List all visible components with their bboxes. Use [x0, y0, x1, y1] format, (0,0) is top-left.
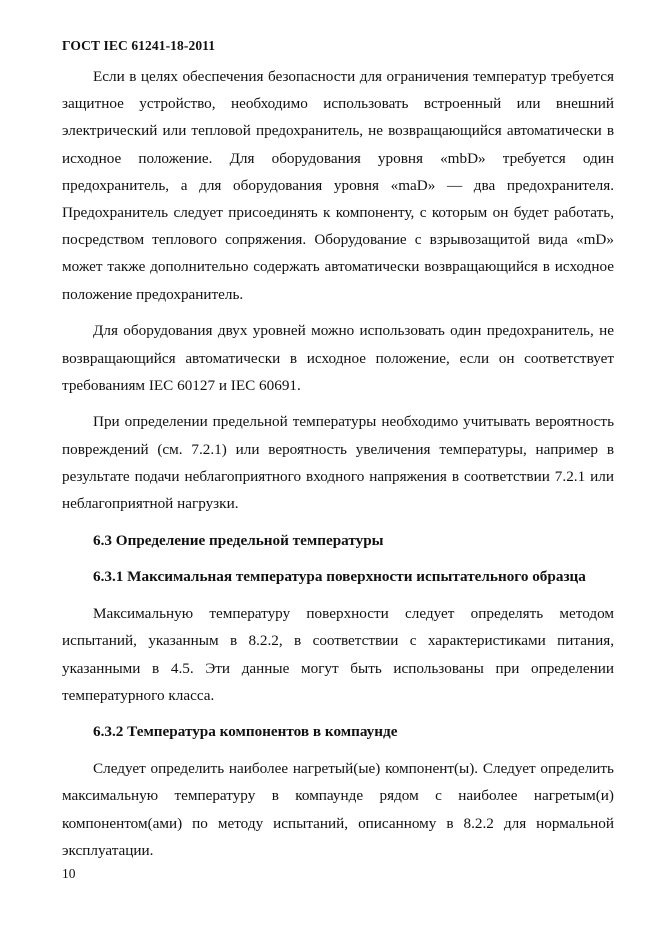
paragraph-protective-device: Если в целях обеспечения безопасности для ограничения температур требуется защитное устройство, необходимо использовать встроенный или внешний электрический или тепловой предохранитель, не возвращающийся автоматически в исходное положение. Для оборудования уровня «mbD» требуется один предохранитель, а для оборудования уровня «maD» — два предохранителя. Предохранитель следует присоединять к компоненту, с которым он будет работать, посредством теплового сопряжения. Оборудование с взрывозащитой вида «mD» может также дополнительно содержать автоматически возвращающийся в исходное положение предохранитель. — [62, 68, 614, 303]
paragraph-gap — [62, 517, 614, 527]
paragraph-component-temperature: Следует определить наиболее нагретый(ые) компонент(ы). Следует определить максимальную температуру в компаунде рядом с наиболее нагретым(и) компонентом(ами) по методу испытаний, описанному в 8.2.2 для нормальной эксплуатации. — [62, 760, 614, 859]
paragraph-gap — [62, 591, 614, 601]
paragraph-gap — [62, 554, 614, 564]
paragraph-surface-temperature: Максимальную температуру поверхности следует определять методом испытаний, указанным в 8.2.2, в соответствии с характеристиками питания, указанными в 4.5. Эти данные могут быть использованы при определении температурного класса. — [62, 605, 614, 704]
paragraph-gap — [62, 399, 614, 409]
paragraph-limit-temperature: При определении предельной температуры необходимо учитывать вероятность повреждений (см. 7.2.1) или вероятность увеличения температуры, например в результате подачи неблагоприятного входного напряжения в соответствии 7.2.1 или неблагоприятной нагрузки. — [62, 413, 614, 513]
section-heading-6-3-1: 6.3.1 Максимальная температура поверхности испытательного образца — [93, 568, 586, 586]
paragraph-gap — [62, 709, 614, 719]
section-heading-6-3: 6.3 Определение предельной температуры — [93, 531, 384, 549]
paragraph-gap — [62, 746, 614, 756]
document-code-header: ГОСТ IEC 61241-18-2011 — [62, 38, 216, 53]
paragraph-gap — [62, 308, 614, 318]
paragraph-single-fuse: Для оборудования двух уровней можно использовать один предохранитель, не возвращающийся автоматически в исходное положение, если он соответствует требованиям IEC 60127 и IEC 60691. — [62, 322, 614, 394]
page-body — [62, 63, 614, 864]
page-number: 10 — [62, 866, 76, 881]
section-heading-6-3-2: 6.3.2 Температура компонентов в компаунде — [93, 723, 398, 741]
